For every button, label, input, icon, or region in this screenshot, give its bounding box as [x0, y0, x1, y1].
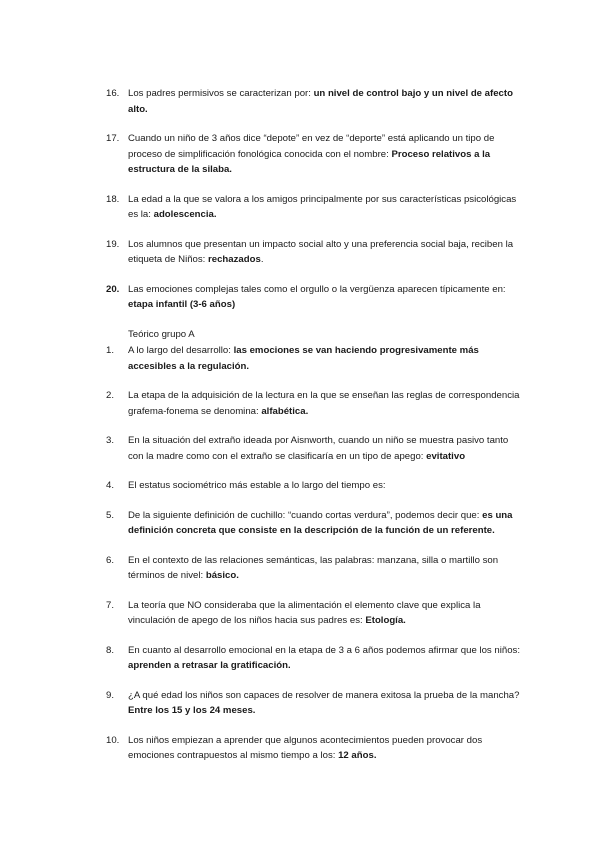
list-item [106, 508, 526, 539]
item-text: Cuando un niño de 3 años dice “depote” en vez de “deporte” está aplicando un tipo de proceso de simplificación fonológica conocida con el nombre: Proceso relativos a la estructura de la silaba. [128, 133, 495, 175]
list-item [106, 553, 526, 584]
list-item [106, 192, 526, 223]
item-text: La etapa de la adquisición de la lectura en la que se enseñan las reglas de correspondencia grafema-fonema se denomina: alfabética. [128, 390, 520, 417]
item-number: 19. [106, 238, 120, 250]
item-number: 10. [106, 734, 120, 746]
item-text: El estatus sociométrico más estable a lo largo del tiempo es: [128, 480, 386, 491]
item-answer: Etología. [365, 615, 406, 626]
item-number: 1. [106, 345, 115, 356]
item-number: 5. [106, 509, 115, 521]
question-list [106, 86, 526, 764]
list-item [106, 478, 526, 494]
item-answer: las emociones se van haciendo progresivamente más accesibles a la regulación. [128, 345, 479, 372]
item-answer: etapa infantil (3-6 años) [128, 299, 236, 310]
list-item [106, 388, 526, 419]
item-text: Los padres permisivos se caracterizan por: un nivel de control bajo y un nivel de afecto alto. [128, 88, 513, 115]
item-number: 17. [106, 133, 120, 144]
item-number: 3. [106, 435, 115, 446]
item-answer: Entre los 15 y los 24 meses. [128, 705, 256, 716]
item-number: 7. [106, 599, 115, 611]
item-number: 4. [106, 480, 115, 491]
item-answer: es una definición concreta que consiste en la descripción de la función de un referente. [128, 509, 513, 536]
item-number: 8. [106, 644, 115, 656]
list-item [106, 598, 526, 629]
item-answer: aprenden a retrasar la gratificación. [128, 660, 291, 671]
item-answer: un nivel de control bajo y un nivel de afecto alto. [128, 88, 513, 115]
item-text: En cuanto al desarrollo emocional en la etapa de 3 a 6 años podemos afirmar que los niños: aprenden a retrasar la gratificación. [128, 644, 520, 671]
item-answer: 12 años. [338, 750, 377, 761]
list-item [106, 237, 526, 268]
list-item [106, 643, 526, 674]
item-answer: básico. [205, 570, 239, 581]
item-number: 16. [106, 88, 120, 99]
list-item [106, 433, 526, 464]
item-number: 20. [106, 283, 120, 295]
item-text: Las emociones complejas tales como el orgullo o la vergüenza aparecen típicamente en: etapa infantil (3-6 años) [128, 283, 506, 310]
item-text: Los niños empiezan a aprender que algunos acontecimientos pueden provocar dos emociones contrapuestos al mismo tiempo a los: 12 años. [128, 734, 483, 761]
item-text: A lo largo del desarrollo: las emociones se van haciendo progresivamente más accesibles a la regulación. [128, 345, 479, 372]
item-answer: evitativo [426, 450, 466, 462]
list-item [106, 282, 526, 313]
item-number: 18. [106, 193, 120, 205]
item-number: 6. [106, 554, 115, 566]
item-text: En el contexto de las relaciones semánticas, las palabras: manzana, silla o martillo son términos de nivel: básico. [128, 554, 499, 581]
item-number: 9. [106, 689, 115, 701]
item-answer: alfabética. [261, 405, 309, 417]
list-item [106, 688, 526, 719]
section-heading: Teórico grupo A [128, 328, 195, 340]
item-text: De la siguiente definición de cuchillo: “cuando cortas verdura”, podemos decir que: es una definición concreta que consiste en la descripción de la función de un referente. [128, 509, 513, 536]
item-text: ¿A qué edad los niños son capaces de resolver de manera exitosa la prueba de la mancha? Entre los 15 y los 24 meses. [128, 689, 520, 716]
list-item [106, 733, 526, 764]
item-number: 2. [106, 390, 115, 401]
item-text: En la situación del extraño ideada por Aisnworth, cuando un niño se muestra pasivo tanto con la madre como con el extraño se clasificaría en un tipo de apego: evitativo [128, 435, 509, 462]
list-item [106, 343, 526, 374]
list-item [106, 131, 526, 178]
item-answer: Proceso relativos a la estructura de la silaba. [128, 148, 491, 175]
item-answer: rechazados [208, 254, 261, 265]
item-text: La teoría que NO consideraba que la alimentación el elemento clave que explica la vinculación de apego de los niños hacia sus padres es: Etología. [128, 599, 481, 626]
item-text: Los alumnos que presentan un impacto social alto y una preferencia social baja, reciben la etiqueta de Niños: rechazados. [128, 238, 514, 265]
item-text: La edad a la que se valora a los amigos principalmente por sus características psicológicas es la: adolescencia. [128, 193, 517, 220]
item-answer: adolescencia. [153, 209, 217, 220]
list-item [106, 86, 526, 117]
